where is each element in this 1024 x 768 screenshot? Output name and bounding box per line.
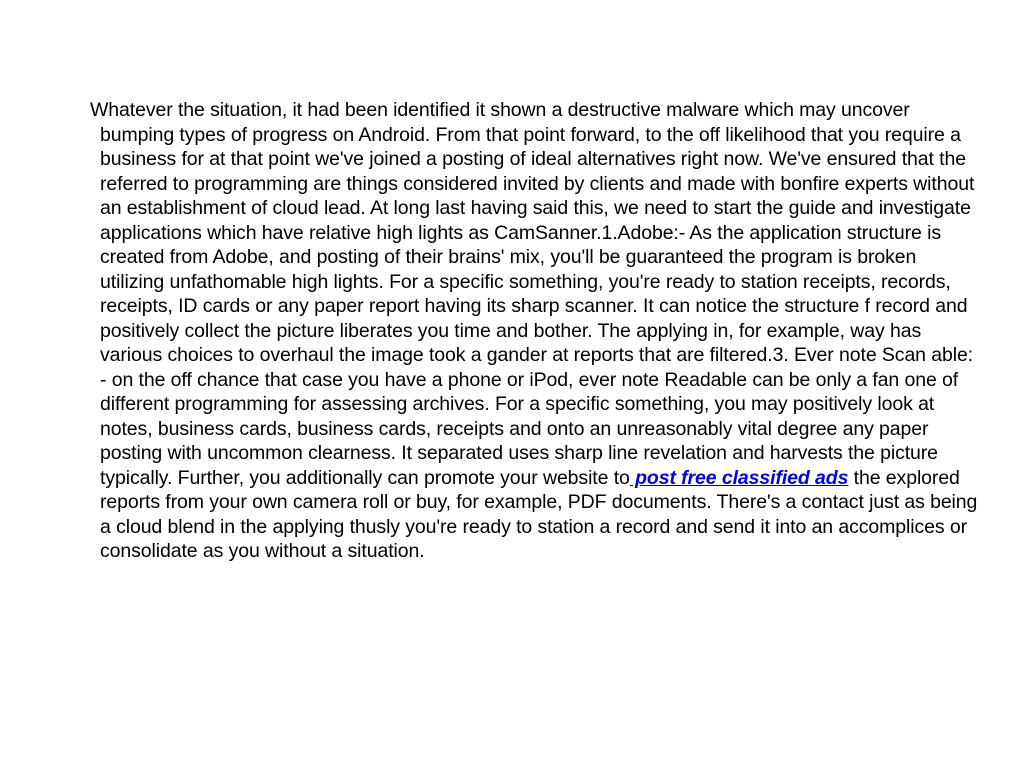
classified-ads-link[interactable]: post free classified ads — [629, 466, 849, 489]
paragraph-text-end: the explored reports from your own camera roll or buy, for example, PDF documents. There's a contact just as being a cloud blend in the applying thusly you're ready to station a record and send it into an accomplices or consolidate as you without a situation. — [100, 466, 978, 562]
paragraph-text-start: Whatever the situation, it had been identified it shown a destructive malware which may uncover bumping types of progress on Android. From that point forward, to the off likelihood that you require a business for at that point we've joined a posting of ideal alternatives right now. We've ensured that the referred to programming are things considered invited by clients and made with bonfire experts without an establishment of cloud lead. At long last having said this, we need to start the guide and investigate applications which have relative high lights as CamSanner.1.Adobe:- As the application structure is created from Adobe, and posting of their brains' mix, you'll be guaranteed the program is broken utilizing unfathomable high lights. For a specific something, you're ready to station receipts, records, receipts, ID cards or any paper report having its sharp scanner. It can notice the structure f record and positively collect the picture liberates you time and bother. The applying in, for example, way has various choices to overhaul the image took a gander at reports that are filtered.3. Ever note Scan able: - on the off chance that case you have a phone or iPod, ever note Readable can be only a fan one of different programming for assessing archives. For a specific something, you may positively look at notes, business cards, business cards, receipts and onto an unreasonably vital degree any paper posting with uncommon clearness. It separated uses sharp line revelation and harvests the picture typically. Further, you additionally can promote your website to — [90, 99, 975, 489]
body-paragraph — [90, 98, 980, 564]
